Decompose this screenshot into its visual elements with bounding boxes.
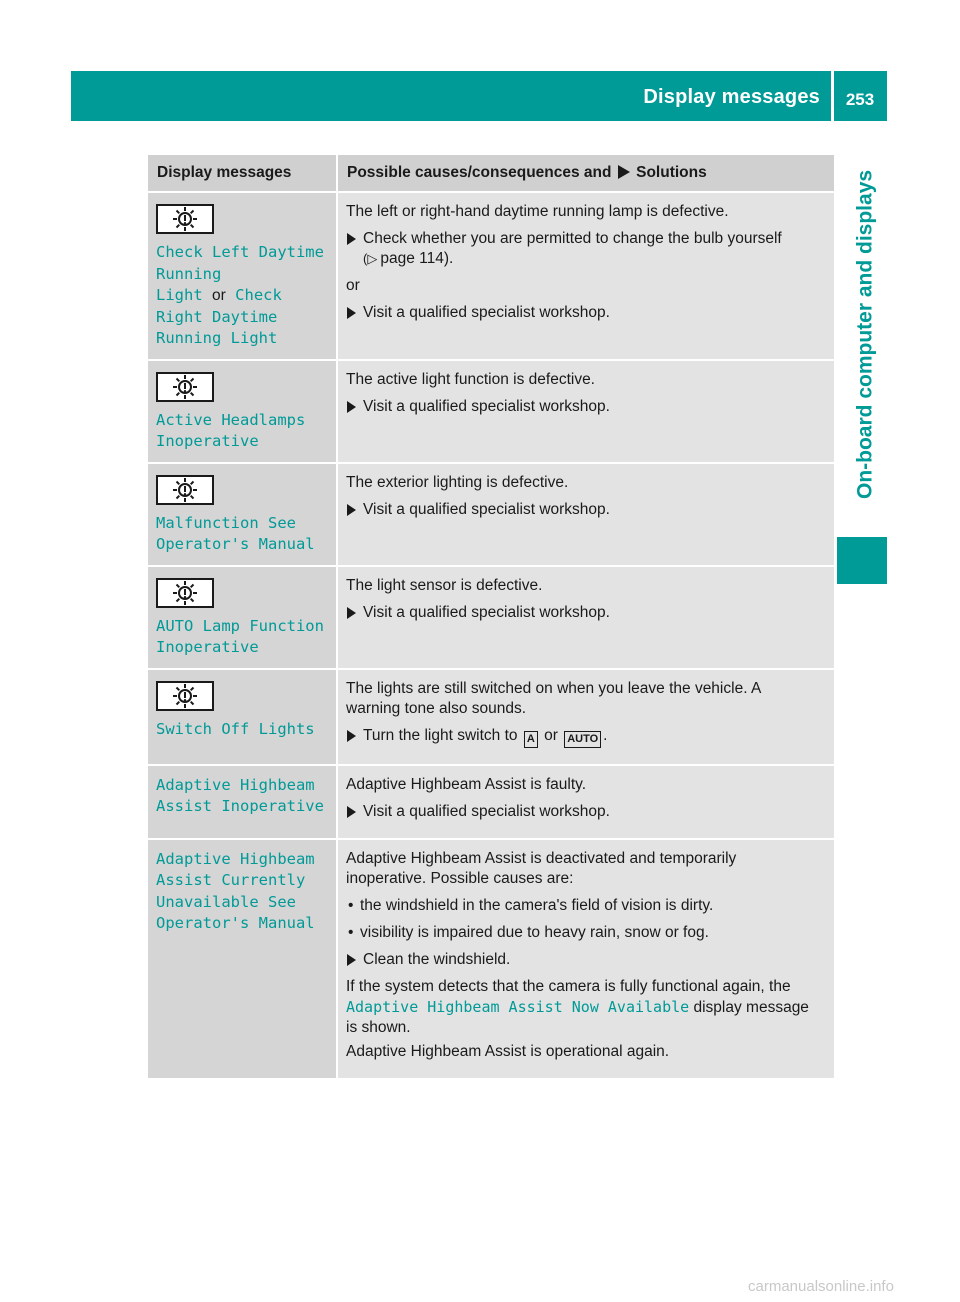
- side-tab-marker: [837, 537, 887, 584]
- display-message-text: Switch Off Lights: [156, 719, 315, 738]
- step-arrow-icon: [347, 504, 356, 516]
- table-row: [148, 192, 834, 360]
- cause-text: The light sensor is defective.: [346, 576, 543, 594]
- table-row: [148, 669, 834, 765]
- table-row: [148, 839, 834, 1079]
- lamp-warning-icon: [156, 475, 214, 505]
- page-header-title: Display messages: [643, 86, 820, 108]
- display-message-text: Adaptive Highbeam Assist Inoperative: [156, 775, 324, 815]
- page-number: 253: [845, 90, 875, 109]
- lamp-warning-icon: [156, 372, 214, 402]
- step-arrow-icon: [347, 954, 356, 966]
- note-text: If the system detects that the camera is fully functional again, the Adaptive Highbeam Assist Now Available display message is shown.: [346, 977, 809, 1036]
- display-message-text: AUTO Lamp Function Inoperative: [156, 616, 324, 656]
- header-divider: [831, 71, 834, 121]
- lamp-warning-icon: [156, 578, 214, 608]
- play-arrow-icon: [618, 165, 630, 179]
- cause-text: Adaptive Highbeam Assist is deactivated and temporarily inoperative. Possible causes are:: [346, 849, 737, 887]
- or-text: or: [346, 277, 360, 294]
- step-arrow-icon: [347, 730, 356, 742]
- column-header-messages: Display messages: [148, 155, 337, 192]
- cause-text: The exterior lighting is defective.: [346, 473, 569, 491]
- display-message-text: Check Left Daytime Running Light or Check Right Daytime Running Light: [156, 243, 324, 347]
- solution-step: Clean the windshield.: [346, 950, 826, 970]
- solution-step: Visit a qualified specialist workshop.: [346, 397, 826, 417]
- list-item: • the windshield in the camera's field of vision is dirty.: [348, 896, 714, 914]
- display-message-text: Active Headlamps Inoperative: [156, 410, 306, 450]
- solution-step: Check whether you are permitted to change the bulb yourself (▷ page 114).: [346, 229, 826, 269]
- note-text: Adaptive Highbeam Assist is operational again.: [346, 1042, 670, 1060]
- solution-step: Visit a qualified specialist workshop.: [346, 802, 826, 822]
- table-row: [148, 360, 834, 463]
- list-item: • visibility is impaired due to heavy rain, snow or fog.: [348, 923, 709, 941]
- step-arrow-icon: [347, 401, 356, 413]
- solution-step: Visit a qualified specialist workshop.: [346, 303, 826, 323]
- display-message-text: Malfunction See Operator's Manual: [156, 513, 315, 553]
- step-arrow-icon: [347, 307, 356, 319]
- table-row: [148, 566, 834, 669]
- cause-text: The lights are still switched on when you leave the vehicle. A warning tone also sounds.: [346, 679, 762, 717]
- side-tab-label: On-board computer and displays: [853, 170, 877, 500]
- cause-text: Adaptive Highbeam Assist is faulty.: [346, 775, 587, 793]
- solution-step: Visit a qualified specialist workshop.: [346, 603, 826, 623]
- display-message-text: Adaptive Highbeam Assist Currently Unavailable See Operator's Manual: [156, 849, 315, 932]
- display-messages-table: [148, 155, 834, 1080]
- step-arrow-icon: [347, 806, 356, 818]
- table-row: [148, 765, 834, 839]
- step-arrow-icon: [347, 607, 356, 619]
- cause-text: The left or right-hand daytime running lamp is defective.: [346, 203, 729, 220]
- watermark: carmanualsonline.info: [748, 1278, 894, 1295]
- table-row: [148, 463, 834, 566]
- light-switch-auto-icon: AUTO: [564, 731, 601, 748]
- lamp-warning-icon: [156, 681, 214, 711]
- solution-step: Visit a qualified specialist workshop.: [346, 500, 826, 520]
- page-ref-icon: (▷: [363, 251, 378, 266]
- lamp-warning-icon: [156, 204, 214, 234]
- cause-text: The active light function is defective.: [346, 370, 595, 388]
- light-switch-auto-symbol: A: [524, 731, 538, 748]
- solution-step: Turn the light switch to A or AUTO .: [346, 726, 826, 748]
- step-arrow-icon: [347, 233, 356, 245]
- column-header-causes: Possible causes/consequences and Solutions: [337, 155, 834, 192]
